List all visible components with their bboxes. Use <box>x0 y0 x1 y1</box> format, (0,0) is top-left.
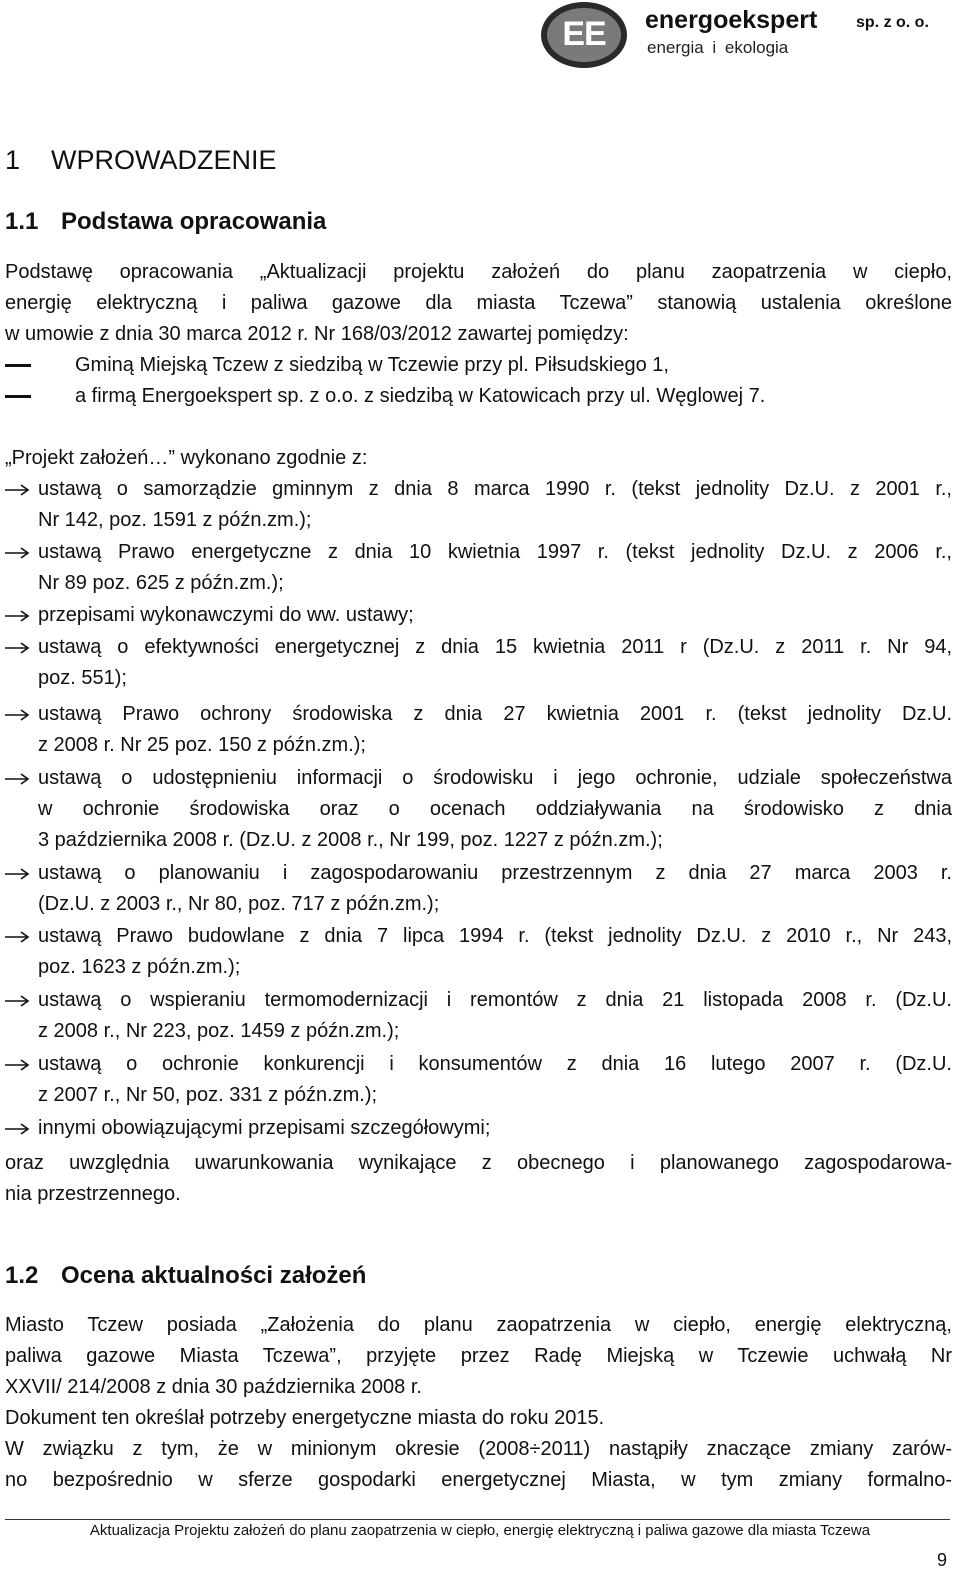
footer-divider <box>5 1519 950 1520</box>
compliance-item-line: ustawą o wspieraniu termomodernizacji i remontów z dnia 21 listopada 2008 r. (Dz.U. <box>38 989 952 1011</box>
paragraph-line: Miasto Tczew posiada „Założenia do planu zaopatrzenia w ciepło, energię elektryczną, <box>5 1314 952 1336</box>
compliance-item-line: ustawą Prawo ochrony środowiska z dnia 27 kwietnia 2001 r. (tekst jednolity Dz.U. <box>38 703 952 725</box>
arrow-bullet-icon <box>2 927 32 947</box>
compliance-item-line: 3 października 2008 r. (Dz.U. z 2008 r., Nr 199, poz. 1227 z późn.zm.); <box>38 829 663 851</box>
compliance-item-line: poz. 551); <box>38 667 127 689</box>
arrow-bullet-icon <box>2 1055 32 1075</box>
arrow-bullet-icon <box>2 638 32 658</box>
compliance-item-line: ustawą o samorządzie gminnym z dnia 8 marca 1990 r. (tekst jednolity Dz.U. z 2001 r., <box>38 478 952 500</box>
arrow-bullet-icon <box>2 769 32 789</box>
compliance-item-line: z 2008 r., Nr 223, poz. 1459 z późn.zm.); <box>38 1020 400 1042</box>
section-number: 1.1 <box>5 208 39 235</box>
party-text: a firmą Energoekspert sp. z o.o. z siedzibą w Katowicach przy ul. Węglowej 7. <box>75 385 766 407</box>
closing-line: oraz uwzględnia uwarunkowania wynikające z obecnego i planowanego zagospodarowa- <box>5 1152 952 1174</box>
arrow-bullet-icon <box>2 705 32 725</box>
compliance-item-line: ustawą o udostępnieniu informacji o środowisku i jego ochronie, udziale społeczeństwa <box>38 767 952 789</box>
paragraph-line: W związku z tym, że w minionym okresie (2008÷2011) nastąpiły znaczące zmiany zarów- <box>5 1438 952 1460</box>
compliance-item-line: z 2008 r. Nr 25 poz. 150 z późn.zm.); <box>38 734 366 756</box>
compliance-item-line: ustawą Prawo budowlane z dnia 7 lipca 1994 r. (tekst jednolity Dz.U. z 2010 r., Nr 243, <box>38 925 952 947</box>
footer-title: Aktualizacja Projektu założeń do planu zaopatrzenia w ciepło, energię elektryczną i paliwa gazowe dla miasta Tczewa <box>89 1522 871 1539</box>
paragraph-line: Dokument ten określał potrzeby energetyczne miasta do roku 2015. <box>5 1407 605 1429</box>
section-title: WPROWADZENIE <box>51 145 277 175</box>
dash-bullet-icon <box>5 364 31 367</box>
party-text: Gminą Miejską Tczew z siedzibą w Tczewie przy pl. Piłsudskiego 1, <box>75 354 669 376</box>
arrow-bullet-icon <box>2 543 32 563</box>
paragraph-line: no bezpośrednio w sferze gospodarki energetycznej Miasta, w tym zmiany formalno- <box>5 1469 952 1491</box>
compliance-item-line: z 2007 r., Nr 50, poz. 331 z późn.zm.); <box>38 1084 378 1106</box>
compliance-item-line: ustawą o planowaniu i zagospodarowaniu przestrzennym z dnia 27 marca 2003 r. <box>38 862 952 884</box>
arrow-bullet-icon <box>2 864 32 884</box>
dash-bullet-icon <box>5 395 31 398</box>
intro-line: Podstawę opracowania „Aktualizacji projektu założeń do planu zaopatrzenia w ciepło, <box>5 261 952 283</box>
section-heading-1 <box>5 145 277 176</box>
section-number: 1.2 <box>5 1262 39 1289</box>
compliance-intro: „Projekt założeń…” wykonano zgodnie z: <box>5 447 368 469</box>
compliance-item-line: w ochronie środowiska oraz o ocenach oddziaływania na środowisko z dnia <box>38 798 952 820</box>
compliance-item-line: poz. 1623 z późn.zm.); <box>38 956 241 978</box>
brand-suffix: sp. z o. o. <box>856 14 929 31</box>
arrow-bullet-icon <box>2 1119 32 1139</box>
paragraph-line: paliwa gazowe Miasta Tczewa”, przyjęte przez Radę Miejską w Tczewie uchwałą Nr <box>5 1345 952 1367</box>
compliance-item-line: (Dz.U. z 2003 r., Nr 80, poz. 717 z późn.zm.); <box>38 893 440 915</box>
compliance-item-line: Nr 142, poz. 1591 z późn.zm.); <box>38 509 312 531</box>
section-heading-1-1 <box>5 208 326 236</box>
logo-text: EE <box>562 15 606 53</box>
compliance-item-line: Nr 89 poz. 625 z późn.zm.); <box>38 572 284 594</box>
paragraph-line: XXVII/ 214/2008 z dnia 30 października 2008 r. <box>5 1376 422 1398</box>
intro-line: w umowie z dnia 30 marca 2012 r. Nr 168/03/2012 zawartej pomiędzy: <box>5 323 629 345</box>
arrow-bullet-icon <box>2 480 32 500</box>
brand-tagline: energia i ekologia <box>647 38 789 57</box>
compliance-item-line: ustawą o efektywności energetycznej z dnia 15 kwietnia 2011 r (Dz.U. z 2011 r. Nr 94, <box>38 636 952 658</box>
compliance-item-line: przepisami wykonawczymi do ww. ustawy; <box>38 604 414 626</box>
arrow-bullet-icon <box>2 991 32 1011</box>
arrow-bullet-icon <box>2 606 32 626</box>
compliance-item-line: ustawą Prawo energetyczne z dnia 10 kwietnia 1997 r. (tekst jednolity Dz.U. z 2006 r., <box>38 541 952 563</box>
compliance-item-line: ustawą o ochronie konkurencji i konsumentów z dnia 16 lutego 2007 r. (Dz.U. <box>38 1053 952 1075</box>
intro-line: energię elektryczną i paliwa gazowe dla miasta Tczewa” stanowią ustalenia określone <box>5 292 952 314</box>
company-logo <box>541 2 627 68</box>
section-title: Ocena aktualności założeń <box>61 1262 367 1289</box>
section-number: 1 <box>5 145 21 175</box>
section-heading-1-2 <box>5 1262 366 1290</box>
closing-line: nia przestrzennego. <box>5 1183 181 1205</box>
page-number: 9 <box>937 1550 948 1570</box>
section-title: Podstawa opracowania <box>61 208 327 235</box>
brand-name: energoekspert <box>645 6 818 34</box>
compliance-item-line: innymi obowiązującymi przepisami szczegółowymi; <box>38 1117 491 1139</box>
